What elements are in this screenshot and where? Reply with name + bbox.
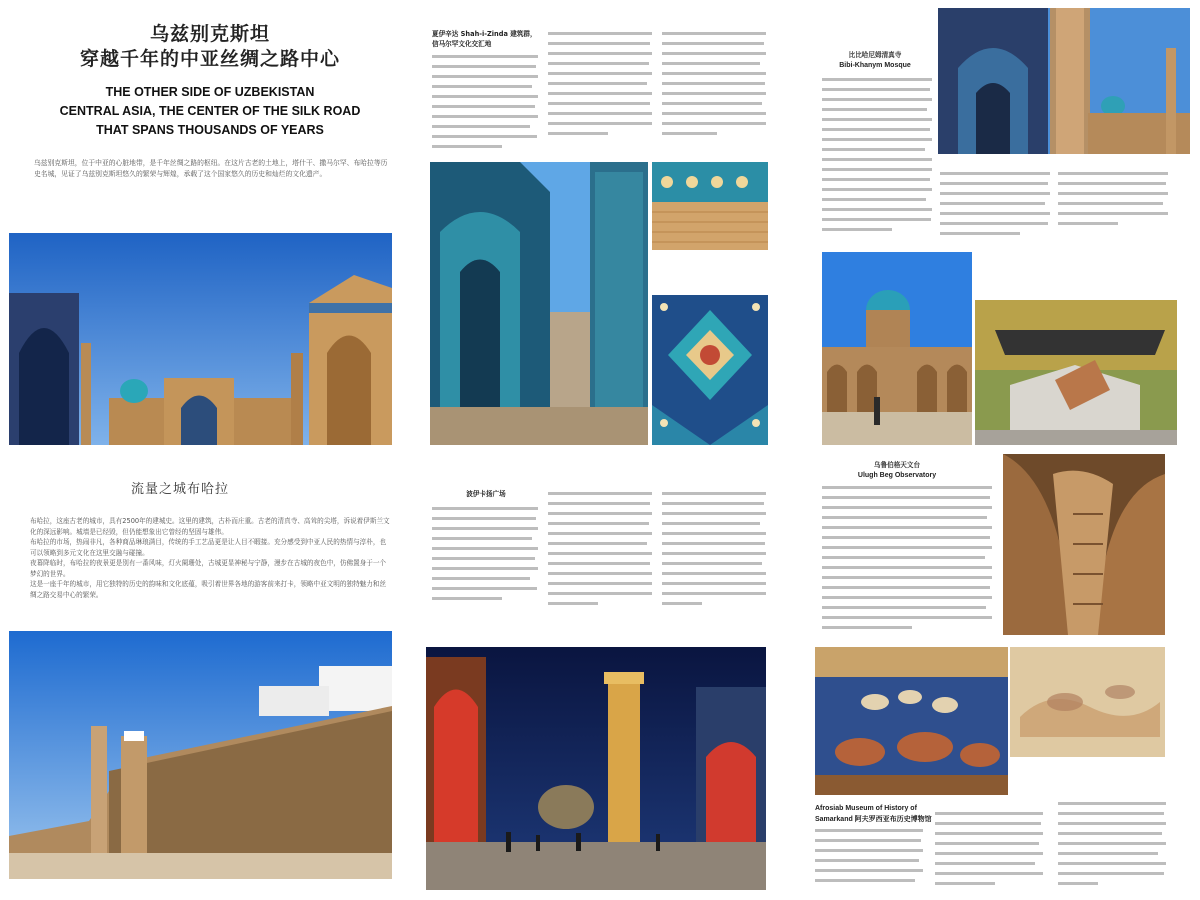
title-en-line3: THAT SPANS THOUSANDS OF YEARS	[96, 123, 324, 137]
text-lines-graphic	[815, 827, 925, 887]
bukhara-paragraph-1: 布哈拉，这座古老的城市，具有2500年的建城史。这里的建筑，古朴而庄重。古老的清真寺、高耸的尖塔，诉说着伊斯兰文化的深远影响。城墙是已经毁，但仍能想象出它曾经的坚固与雄伟。	[30, 517, 390, 536]
bibi-khanym-column-2	[940, 170, 1052, 244]
afrosiab-column-1	[815, 827, 925, 891]
bukhara-paragraph-4: 这是一座千年的城市，用它独特的历史的韵味和文化底蕴，吸引着世界各地的游客前来打卡，领略中亚文明的独特魅力和丝绸之路交易中心的繁荣。	[30, 580, 387, 599]
bibi-khanym-column-1	[822, 76, 934, 240]
text-lines-graphic	[935, 810, 1045, 890]
kalyan-night-photo	[426, 647, 766, 890]
bukhara-body	[30, 516, 390, 600]
afrosiab-column-3	[1058, 800, 1168, 894]
shah-zinda-photo	[430, 162, 648, 445]
text-lines-graphic	[662, 490, 767, 610]
registan-photo	[9, 233, 392, 445]
ulugh-beg-text	[822, 484, 994, 638]
bibi-khanym-en: Bibi-Khanym Mosque	[839, 62, 911, 69]
ulugh-beg-cn: 乌鲁伯格天文台	[873, 461, 921, 469]
ulugh-beg-caption	[822, 460, 972, 481]
afrosiab-en-line2: Samarkand 阿夫罗西亚布历史博物馆	[815, 816, 932, 823]
text-filler	[432, 53, 540, 157]
afrosiab-fresco-photo-1	[815, 647, 1008, 795]
bibi-khanym-cn: 比比哈尼姆清真寺	[848, 51, 902, 59]
kalyan-column-1	[432, 490, 540, 608]
text-lines-graphic	[432, 505, 540, 605]
tile-detail-photo-1	[652, 162, 768, 250]
title-cn-line1: 乌兹别克斯坦	[149, 23, 270, 45]
afrosiab-fresco-photo-2	[1010, 647, 1165, 757]
bibi-khanym-dome-photo	[822, 252, 972, 445]
text-lines-graphic	[1058, 800, 1168, 890]
afrosiab-en-line1: Afrosiab Museum of History of	[815, 805, 917, 812]
title-en-line1: THE OTHER SIDE OF UZBEKISTAN	[105, 85, 315, 99]
shah-zinda-heading-line2: 信马尔罕文化交汇地	[432, 39, 492, 48]
bukhara-paragraph-3: 夜幕降临时，布哈拉的夜景更是别有一番风味，灯火阑珊处，古城更显神秘与宁静，漫步在古城的夜色中，仿佛置身于一个梦幻的世界。	[30, 559, 387, 578]
text-lines-graphic	[432, 53, 540, 153]
title-cn-line2: 穿越千年的中亚丝绸之路中心	[79, 48, 340, 70]
text-lines-graphic	[662, 30, 767, 140]
afrosiab-column-2	[935, 810, 1045, 894]
shah-zinda-column-2	[548, 30, 653, 144]
shah-zinda-heading-line1: 夏伊辛达 Shah-i-Zinda 建筑群，	[432, 30, 537, 38]
shah-zinda-column-3	[662, 30, 767, 144]
intro-paragraph: 乌兹别克斯坦，位于中亚的心脏地带，是千年丝绸之路的枢纽。在这片古老的土地上，塔什干、撒马尔罕、布哈拉等历史名城，见证了乌兹别克斯坦悠久的繁荣与辉煌，承载了这个国家悠久的历史和灿烂的文化遗产。	[34, 159, 388, 178]
page-title-chinese	[50, 22, 370, 72]
text-lines-graphic	[822, 76, 934, 236]
bukhara-heading: 流量之城布哈拉	[130, 482, 229, 497]
tile-detail-photo-2	[652, 295, 768, 445]
text-lines-graphic	[940, 170, 1052, 240]
bibi-khanym-caption	[815, 50, 935, 71]
observatory-sextant-photo	[1003, 454, 1165, 635]
text-lines-graphic	[822, 484, 994, 634]
text-lines-graphic	[548, 30, 653, 140]
ark-fortress-photo	[9, 631, 392, 879]
page-title-english	[20, 83, 400, 140]
shah-zinda-column-1	[432, 30, 540, 157]
ulugh-beg-en: Ulugh Beg Observatory	[857, 472, 937, 479]
title-en-line2: CENTRAL ASIA, THE CENTER OF THE SILK ROAD	[59, 104, 361, 118]
text-lines-graphic	[548, 490, 653, 610]
kalyan-heading: 波伊卡扬广场	[466, 490, 506, 498]
bukhara-paragraph-2: 布哈拉的市场，热闹非凡，各种商品琳琅满目，传统的手工艺品更是让人目不暇接。充分感受到中亚人民的热情与淳朴，也可以领略到多元文化在这里交融与碰撞。	[30, 538, 387, 557]
bibi-khanym-column-3	[1058, 170, 1170, 234]
bibi-khanym-portal-photo	[938, 8, 1190, 154]
kalyan-column-2	[548, 490, 653, 614]
kalyan-column-3	[662, 490, 767, 614]
quran-stand-photo	[975, 300, 1177, 445]
text-lines-graphic	[1058, 170, 1170, 230]
